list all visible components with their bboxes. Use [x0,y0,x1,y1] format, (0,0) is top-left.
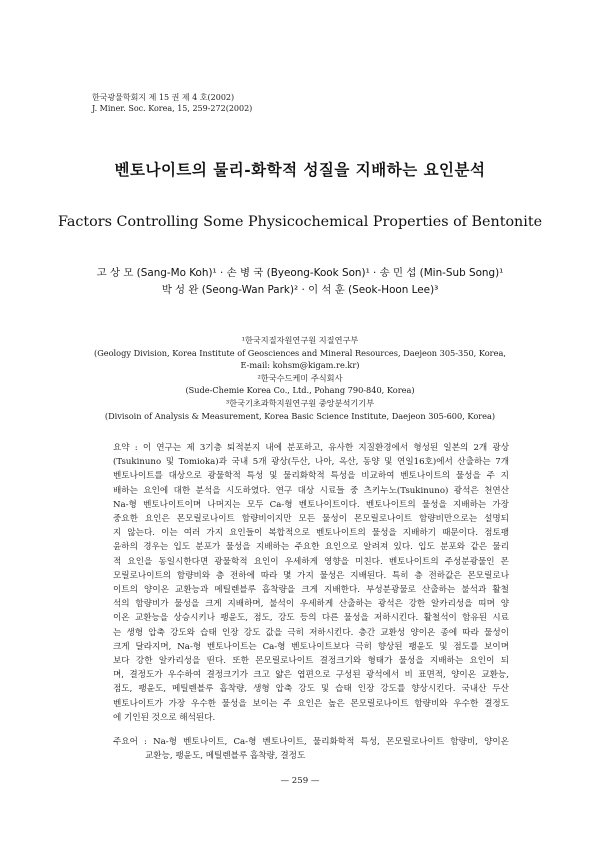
journal-citation-english: J. Miner. Soc. Korea, 15, 259-272(2002) [92,104,253,113]
author-line-2: 박 성 완 (Seong-Wan Park)² · 이 석 훈 (Seok-Hoon Lee)³ [161,284,439,296]
author-list [0,265,600,299]
affiliation-line: (Sude-Chemie Korea Co., Ltd., Pohang 790-840, Korea) [185,385,415,396]
affiliation-line: (Divisoin of Analysis & Measurement, Korea Basic Science Institute, Daejeon 305-600, Korea) [104,410,496,421]
abstract-line: 적 요인을 동일시한다면 광물학적 요인이 우세하게 영향을 미친다. 벤토나이트의 주성분광물인 몬 [113,556,509,567]
abstract-line: 이온 교환능을 상승시키나 팽윤도, 점도, 강도 등의 다른 물성을 저하시킨다. 활철석이 함유된 시료 [113,613,509,624]
abstract-line: 크게 달라지며, Na-형 벤토나이트는 Ca-형 벤토나이트보다 극히 향상된 팽윤도 및 점도를 보이며 [113,641,509,652]
paper-title-korean: 벤토나이트의 물리-화학적 성질을 지배하는 요인분석 [114,160,486,179]
journal-citation [92,92,252,114]
abstract-line: 벤토나이트를 대상으로 광물학적 특성 및 물리화학적 특성을 비교하여 벤토나이트의 물성을 주 지 [113,471,509,482]
abstract-line: 보다 강한 알카리성을 띤다. 또한 몬모릴로나이트 결정크기와 형태가 물성을 지배하는 요인이 되 [113,656,509,667]
abstract-line: 이트의 양이온 교환능과 메틸렌블루 흡착량을 크게 지배한다. 부성분광물로 산출하는 불석과 활철 [113,585,509,596]
abstract-line: (Tsukinuno 및 Tomioka)과 국내 5개 광상(두산, 나아, 옥산, 동양 및 연일16호)에서 산출하는 7개 [113,457,509,468]
journal-citation-korean: 한국광물학회지 제 15 권 제 4 호(2002) [92,93,235,102]
keywords-line-1: 주요어 : Na-형 벤토나이트, Ca-형 벤토나이트, 물리화학적 특성, 몬모릴로나이트 함량비, 양이온 [113,737,509,748]
abstract-line: 배하는 요인에 대한 분석을 시도하였다. 연구 대상 시료들 중 츠키누노(Tsukinuno) 광석은 천연산 [113,485,509,496]
abstract-line: 윤하의 경우는 입도 분포가 물성을 지배하는 주요한 요인으로 알려져 있다. 입도 분포와 같은 물리 [113,542,509,553]
affiliation-line: E-mail: kohsm@kigam.re.kr) [240,360,360,371]
abstract-line: 중요한 요인은 몬모릴로나이트 함량비이지만 모든 물성이 몬모릴로나이트 함량비만으로는 설명되 [113,514,509,525]
keywords-line-2: 교환능, 팽윤도, 메틸렌블루 흡착량, 결정도 [145,751,306,762]
affiliation-line: (Geology Division, Korea Institute of Geosciences and Mineral Resources, Daejeon 305-350, Korea, [94,347,506,358]
affiliation-line: ²한국수드케미 주식회사 [257,372,343,383]
abstract-line: 석의 함량비가 물성을 크게 지배하며, 불석이 우세하게 산출하는 광석은 강한 알카리성을 띠며 양 [113,599,509,610]
abstract-line: 요약 : 이 연구는 제 3기층 퇴적분지 내에 분포하고, 유사한 지질환경에서 형성된 일본의 2개 광상 [113,443,509,453]
affiliation-line: ³한국기초과학지원연구원 중앙분석기기부 [225,397,375,408]
abstract-line: 에 기인된 것으로 해석된다. [113,712,216,723]
paper-title-english: Factors Controlling Some Physicochemical Properties of Bentonite [57,214,543,230]
abstract [113,441,509,763]
abstract-line: 모릴로나이트의 함량비와 층 전하에 따라 몇 가지 물성은 지배된다. 특히 층 전하값은 몬모릴로나 [113,570,509,581]
abstract-line: 점도, 팽윤도, 메틸렌블루 흡착량, 생형 압축 강도 및 습태 인장 강도를 향상시킨다. 국내산 두산 [113,684,509,695]
abstract-line: 며, 결정도가 우수하여 결정크기가 크고 얇은 엽편으로 구성된 광석에서 비 표면적, 양이온 교환능, [113,670,509,681]
abstract-line: Na-형 벤토나이트이며 나머지는 모두 Ca-형 벤토나이트이다. 벤토나이트의 물성을 지배하는 가장 [113,499,509,510]
abstract-line: 벤토나이트가 가장 우수한 물성을 보이는 주 요인은 높은 몬모릴로나이트 함량비와 우수한 결정도 [113,698,509,709]
page-number: — 259 — [280,776,320,786]
affiliations [0,334,600,422]
abstract-line: 는 생형 압축 강도와 습태 인장 강도 값을 극히 저하시킨다. 층간 교환성 양이온 종에 따라 물성이 [113,627,509,638]
abstract-spacer [113,725,509,735]
author-line-1: 고 상 모 (Sang-Mo Koh)¹ · 손 병 국 (Byeong-Kook Son)¹ · 송 민 섭 (Min-Sub Song)¹ [96,267,504,279]
affiliation-line: ¹한국지질자원연구원 지질연구부 [241,335,359,345]
abstract-line: 지 않는다. 이는 여러 가지 요인들이 복합적으로 벤토나이트의 물성을 지배하기 때문이다. 점토팽 [113,528,509,539]
